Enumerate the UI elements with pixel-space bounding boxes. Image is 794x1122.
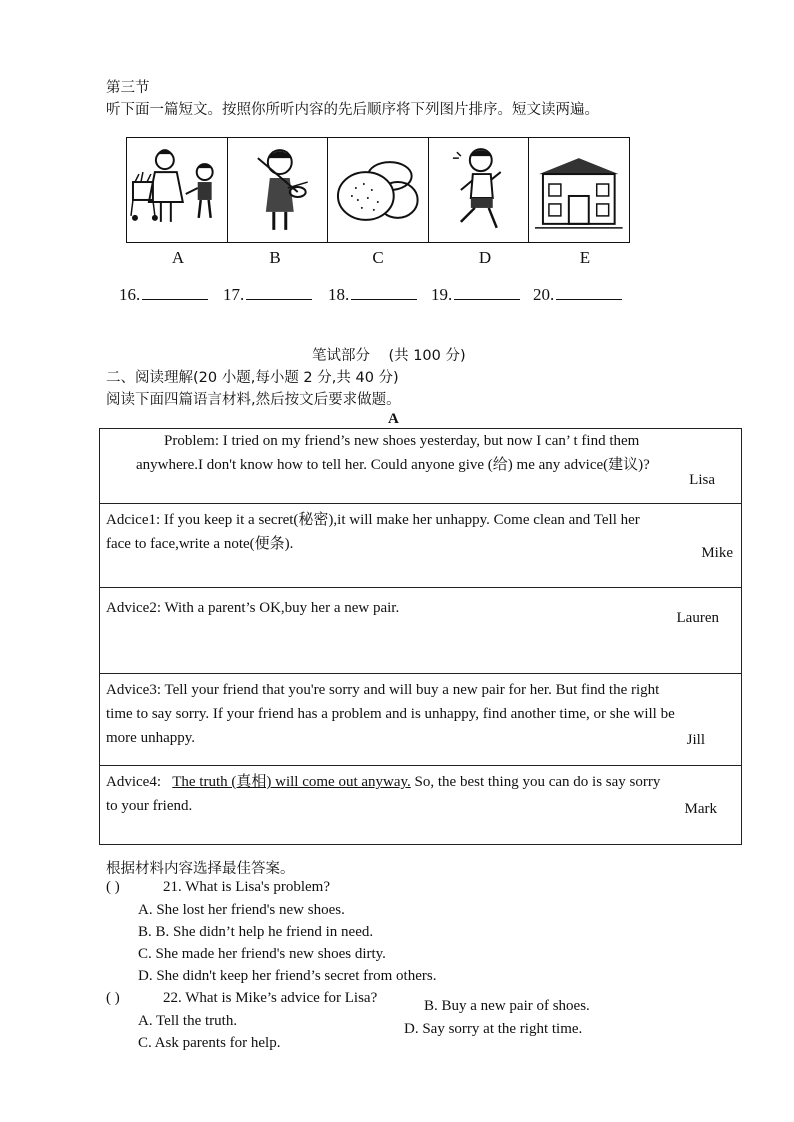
q21-paren[interactable]: ( ) (106, 879, 120, 895)
picture-letter-a: A (171, 248, 185, 267)
problem-box (99, 428, 742, 504)
q22-option-c: C. Ask parents for help. (138, 1035, 281, 1051)
questions-instruction: 根据材料内容选择最佳答案。 (106, 861, 295, 877)
advice4-underlined: The truth (真相) will come out anyway. (172, 774, 411, 790)
picture-letter-b: B (269, 248, 281, 267)
answer-19[interactable]: 19. (431, 285, 520, 305)
q21-option-b: B. B. She didn’t help he friend in need. (138, 924, 374, 940)
picture-strip (126, 137, 630, 243)
picture-letter-e: E (579, 248, 591, 267)
advice4-text: Advice4: The truth (真相) will come out anyway. So, the best thing you can do is say sorry (106, 774, 661, 790)
shopping-family-icon (127, 138, 227, 242)
picture-e (529, 138, 629, 242)
problem-signature: Lisa (689, 472, 715, 488)
advice1-signature: Mike (701, 545, 733, 561)
q21-stem: 21. What is Lisa's problem? (163, 879, 330, 895)
q22-option-a: A. Tell the truth. (138, 1013, 238, 1029)
problem-text: Problem: I tried on my friend’s new shoes yesterday, but now I can’ t find them (164, 433, 640, 449)
written-title: 笔试部分 (共 100 分) (312, 348, 466, 364)
advice3-signature: Jill (686, 732, 705, 748)
running-boy-icon (429, 138, 529, 242)
advice3-text-2: time to say sorry. If your friend has a problem and is unhappy, find another time, or she will be (106, 706, 675, 722)
advice1-text-2: face to face,write a note(便条). (106, 536, 294, 552)
advice2-signature: Lauren (676, 610, 719, 626)
pancakes-icon (328, 138, 428, 242)
part2-title: 二、阅读理解(20 小题,每小题 2 分,共 40 分) (106, 370, 399, 386)
advice2-text: Advice2: With a parent’s OK,buy her a new pair. (106, 600, 400, 616)
picture-c (328, 138, 429, 242)
part2-instruction: 阅读下面四篇语言材料,然后按文后要求做题。 (106, 392, 401, 408)
passage-label: A (388, 411, 399, 427)
listening-instruction: 听下面一篇短文。按照你所听内容的先后顺序将下列图片排序。短文读两遍。 (106, 102, 599, 118)
section-title: 第三节 (106, 80, 150, 96)
answer-18[interactable]: 18. (328, 285, 417, 305)
advice3-box (99, 673, 742, 766)
answer-20[interactable]: 20. (533, 285, 622, 305)
q21-option-a: A. She lost her friend's new shoes. (138, 902, 345, 918)
picture-letter-c: C (372, 248, 384, 267)
advice3-text-3: more unhappy. (106, 730, 196, 746)
advice3-text: Advice3: Tell your friend that you're sorry and will buy a new pair for her. But find the right (106, 682, 660, 698)
picture-b (228, 138, 329, 242)
q21-option-c: C. She made her friend's new shoes dirty. (138, 946, 386, 962)
answer-17[interactable]: 17. (223, 285, 312, 305)
building-icon (529, 138, 629, 242)
advice4-signature: Mark (684, 801, 717, 817)
advice2-box (99, 587, 742, 674)
q22-option-b: B. Buy a new pair of shoes. (424, 998, 590, 1014)
q22-option-d: D. Say sorry at the right time. (404, 1021, 583, 1037)
answer-16[interactable]: 16. (119, 285, 208, 305)
picture-a (127, 138, 228, 242)
q22-paren[interactable]: ( ) (106, 990, 120, 1006)
advice1-text: Adcice1: If you keep it a secret(秘密),it will make her unhappy. Come clean and Tell her (106, 512, 640, 528)
advice4-box (99, 765, 742, 845)
picture-d (429, 138, 530, 242)
picture-letter-d: D (478, 248, 492, 267)
advice1-box (99, 503, 742, 588)
q22-stem: 22. What is Mike’s advice for Lisa? (163, 990, 378, 1006)
q21-option-d: D. She didn't keep her friend’s secret from others. (138, 968, 437, 984)
advice4-text-2: to your friend. (106, 798, 193, 814)
problem-text-2: anywhere.I don't know how to tell her. Could anyone give (给) me any advice(建议)? (136, 457, 650, 473)
violin-boy-icon (228, 138, 328, 242)
